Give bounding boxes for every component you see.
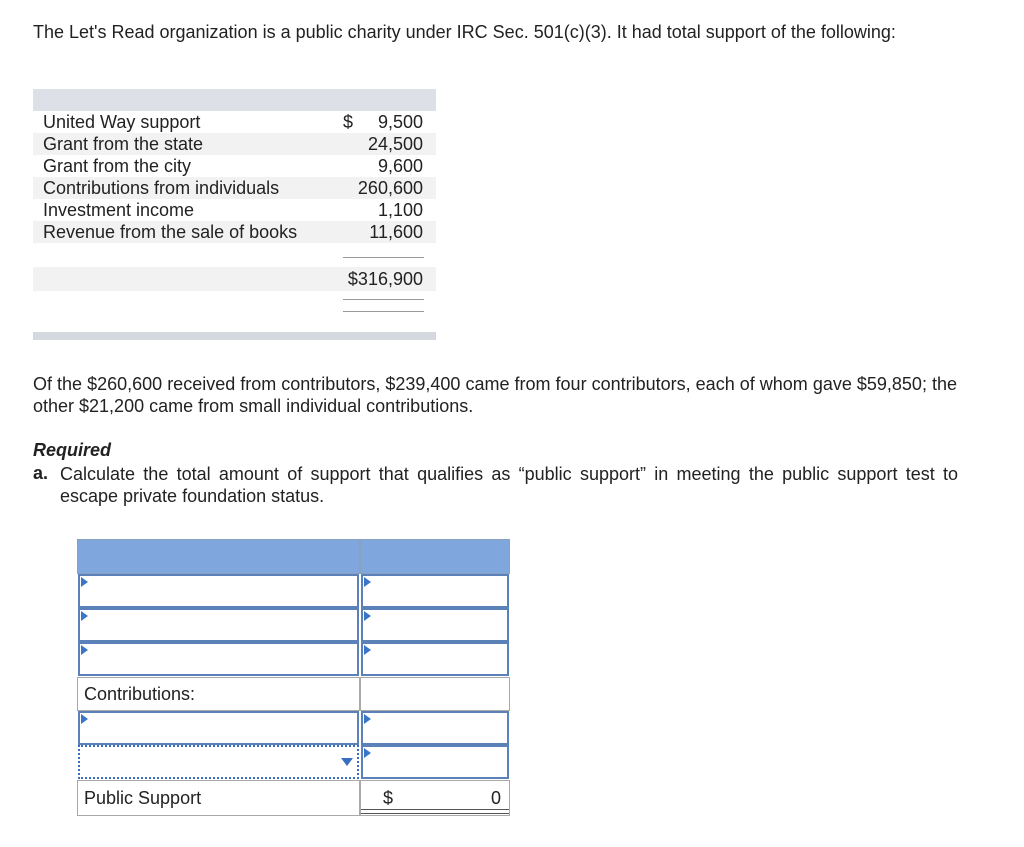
currency-symbol: $ (383, 788, 394, 808)
support-row (33, 177, 436, 199)
contributors-paragraph: Of the $260,600 received from contributors, $239,400 came from four contributors, each of whom gave $59,850; the other $21,200 came from small individual contributions. (33, 374, 957, 416)
support-label: Contributions from individuals (43, 178, 280, 198)
contributions-amount-cell (360, 677, 510, 711)
answer-grid (77, 539, 510, 816)
support-value: 1,100 (377, 200, 423, 220)
public-support-label: Public Support (84, 788, 202, 808)
label-input-4[interactable] (78, 711, 359, 745)
support-label: Grant from the city (43, 156, 192, 176)
input-marker-icon (364, 611, 371, 621)
input-marker-icon (81, 714, 88, 724)
account-dropdown[interactable] (78, 745, 359, 779)
input-marker-icon (81, 645, 88, 655)
amount-input-1[interactable] (361, 574, 509, 608)
support-table (33, 89, 436, 341)
double-underline-bottom (343, 311, 424, 312)
label-input-2[interactable] (78, 608, 359, 642)
support-label: Investment income (43, 200, 195, 220)
support-value: 9,500 (377, 112, 423, 132)
contributions-label-cell (77, 677, 360, 711)
input-marker-icon (364, 748, 371, 758)
amount-input-4[interactable] (361, 711, 509, 745)
item-a-text: Calculate the total amount of support that qualifies as “public support” in meeting the public support test to escape private foundation status. (60, 464, 958, 506)
currency-symbol: $ (343, 112, 354, 132)
support-label: United Way support (43, 112, 201, 132)
total-double-underline (361, 809, 509, 814)
intro-paragraph: The Let's Read organization is a public charity under IRC Sec. 501(c)(3). It had total support of the following: (33, 22, 896, 42)
support-label: Grant from the state (43, 134, 204, 154)
dropdown-arrow-icon[interactable] (341, 758, 353, 766)
input-marker-icon (364, 577, 371, 587)
support-row (33, 155, 436, 177)
sum-rule (343, 257, 424, 258)
support-row (33, 199, 436, 221)
grid-header-amount (360, 539, 510, 574)
item-a-letter: a. (33, 463, 49, 483)
amount-input-3[interactable] (361, 642, 509, 676)
grid-header-label (77, 539, 360, 574)
label-input-3[interactable] (78, 642, 359, 676)
label-input-1[interactable] (78, 574, 359, 608)
support-total-row (33, 267, 436, 291)
amount-input-5[interactable] (361, 745, 509, 779)
support-row (33, 111, 436, 133)
support-value: 9,600 (377, 156, 423, 176)
amount-input-2[interactable] (361, 608, 509, 642)
public-support-label-cell (77, 780, 360, 816)
support-table-footer (33, 332, 436, 340)
support-value: 260,600 (357, 178, 423, 198)
support-value: 24,500 (367, 134, 423, 154)
input-marker-icon (81, 611, 88, 621)
public-support-value: 0 (490, 788, 501, 808)
public-support-amount-cell (360, 780, 510, 816)
double-underline-top (343, 299, 424, 300)
input-marker-icon (364, 714, 371, 724)
input-marker-icon (81, 577, 88, 587)
support-label: Revenue from the sale of books (43, 222, 298, 242)
contributions-label: Contributions: (84, 684, 196, 704)
support-total: $316,900 (347, 269, 423, 289)
support-table-header (33, 89, 436, 111)
support-row (33, 221, 436, 243)
input-marker-icon (364, 645, 371, 655)
support-row (33, 133, 436, 155)
support-value: 11,600 (369, 222, 423, 242)
required-heading: Required (33, 440, 112, 460)
